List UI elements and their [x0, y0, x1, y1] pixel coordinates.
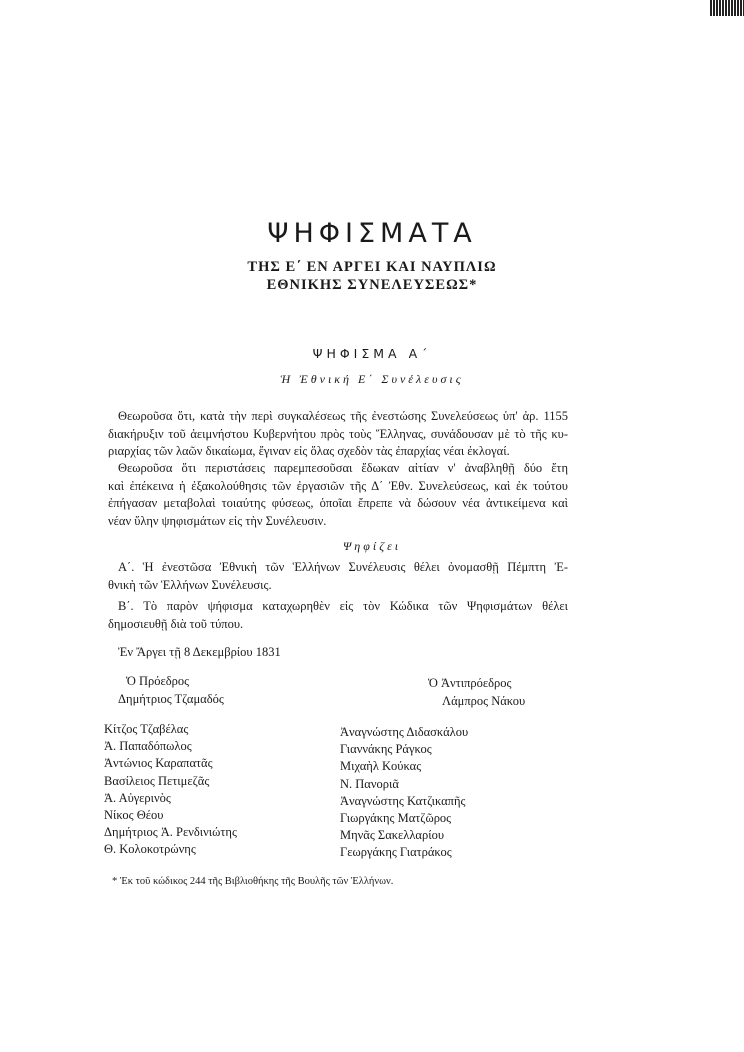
- signatory: Μιχαὴλ Κούκας: [340, 759, 422, 774]
- text-line: διακήρυξιν τοῦ ἀειμνήστου Κυβερνήτου πρὸς τοὺς Ἕλληνας, συνάδουσαν μὲ τὸ τῆς κυ-: [108, 426, 568, 441]
- assembly-line: Ἡ Ἐθνική Ε΄ Συνέλευσις: [280, 372, 464, 386]
- vice-president-title: Ὁ Ἀντιπρόεδρος: [428, 676, 512, 690]
- decree-heading: ΨΗΦΙΣΜΑ Α΄: [312, 346, 432, 361]
- signatory: Γεωργάκης Γιατράκος: [340, 845, 452, 860]
- signatory: Ν. Πανοριᾶ: [340, 776, 399, 791]
- president-name: Δημήτριος Τζαμαδός: [118, 692, 224, 706]
- page-title: ΨΗΦΙΣΜΑΤΑ: [267, 218, 477, 249]
- signatory: Κίτζος Τζαβέλας: [104, 722, 189, 736]
- scan-artifact: [710, 0, 744, 16]
- preamble-paragraph-2: [108, 460, 568, 530]
- footnote: * Ἐκ τοῦ κώδικος 244 τῆς Βιβλιοθήκης τῆς Βουλῆς τῶν Ἑλλήνων.: [112, 876, 394, 887]
- text-line: Θεωροῦσα ὅτι περιστάσεις παρεμπεσοῦσαι ἔδωκαν αἰτίαν ν' ἀναβληθῇ δύο ἔτη: [118, 461, 568, 475]
- president-title: Ὁ Πρόεδρος: [126, 674, 190, 688]
- signatory: Βασίλειος Πετιμεζᾶς: [104, 773, 210, 788]
- text-line: ἐπήγασαν μεταβολαὶ τοιαύτης φύσεως, ὁποῖαι ἔπρεπε νὰ δώσουν νέα ἀντικείμενα καὶ: [108, 496, 568, 510]
- signatory: Γιωργάκης Ματζῶρος: [340, 811, 452, 826]
- signatory: Γιαννάκης Ράγκος: [340, 742, 432, 757]
- text-line: ριαρχίας τῶν λαῶν δικαίωμα, ἔγιναν εἰς ὅλας σχεδὸν τὰς ἐπαρχίας νέαι ἐκλογαί.: [108, 444, 510, 458]
- subtitle-line-2: ΕΘΝΙΚΗΣ ΣΥΝΕΛΕΥΣΕΩΣ*: [266, 277, 478, 293]
- decrees-word: Ψηφίζει: [342, 539, 402, 553]
- signatory: Δημήτριος Ἀ. Ρενδινιώτης: [104, 825, 237, 840]
- signatory: Νίκος Θέου: [104, 808, 164, 823]
- text-line: δημοσιευθῇ διὰ τοῦ τύπου.: [108, 616, 244, 631]
- signatory: Θ. Κολοκοτρώνης: [104, 842, 196, 857]
- article-a: [108, 559, 568, 594]
- text-line: Θεωροῦσα ὅτι, κατὰ τὴν περὶ συγκαλέσεως τῆς ἐνεστώσης Συνελεύσεως ὑπ' ἀρ. 1155: [118, 409, 568, 423]
- subtitle-line-1: ΤΗΣ Ε΄ ΕΝ ΑΡΓΕΙ ΚΑΙ ΝΑΥΠΛΙΩ: [247, 259, 497, 275]
- preamble-paragraph-1: [108, 408, 568, 461]
- vice-president-name: Λάμπρος Νάκου: [442, 694, 526, 708]
- text-line: θνικὴ τῶν Ἑλλήνων Συνέλευσις.: [108, 577, 272, 592]
- article-b: [108, 598, 568, 633]
- signatory: Ἀναγνώστης Κατζικαπῆς: [340, 793, 466, 808]
- signatory: Ἀ. Αὐγερινὸς: [104, 790, 171, 805]
- text-line: Β΄. Τὸ παρὸν ψήφισμα καταχωρηθὲν εἰς τὸν Κώδικα τῶν Ψηφισμάτων θέλει: [118, 599, 568, 613]
- signatory: Ἀντώνιος Καραπατᾶς: [104, 756, 213, 771]
- signatories-left: [104, 721, 237, 859]
- place-date: Ἐν Ἄργει τῇ 8 Δεκεμβρίου 1831: [118, 645, 281, 659]
- signatory: Μηνᾶς Σακελλαρίου: [340, 828, 445, 843]
- signatory: Ἀ. Παπαδόπωλος: [104, 739, 192, 754]
- signatories-right: [340, 724, 468, 862]
- signatory: Ἀναγνώστης Διδασκάλου: [340, 725, 469, 739]
- text-line: καὶ ἐπέκεινα ἡ ἐξακολούθησις τῶν ἐργασιῶν τῆς Δ΄ Ἐθν. Συνελεύσεως, καὶ ἐκ τούτου: [108, 478, 568, 493]
- text-line: Α΄. Ἡ ἐνεστῶσα Ἐθνικὴ τῶν Ἑλλήνων Συνέλευσις θέλει ὀνομασθῇ Πέμπτη Ἐ-: [118, 560, 568, 574]
- text-line: νέαν ὕλην ψηφισμάτων εἰς τὴν Συνέλευσιν.: [108, 513, 327, 528]
